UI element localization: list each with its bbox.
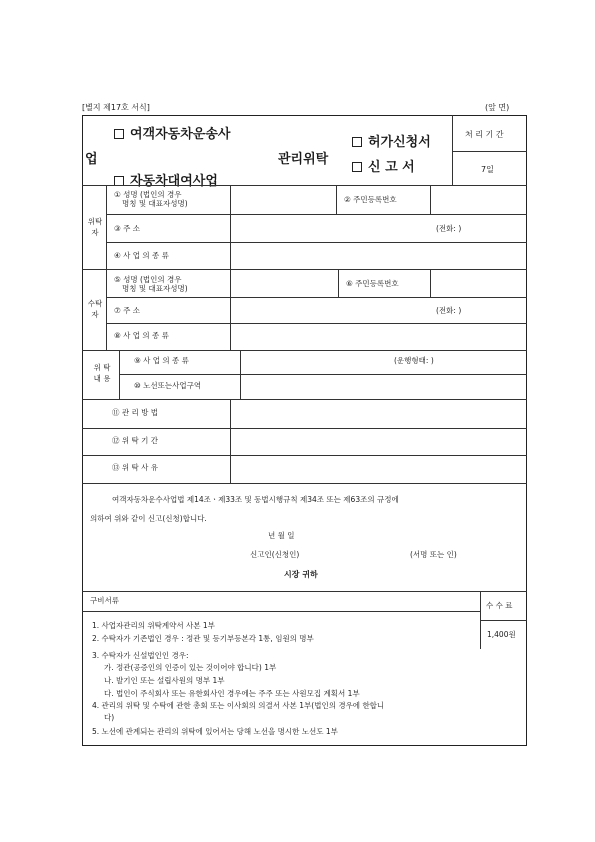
applicant-label: 신고인(신청인): [250, 550, 300, 559]
period-label: ⑫ 위 탁 기 간: [112, 436, 159, 445]
fee-value: 1,400원: [487, 630, 516, 639]
trustee-regno-field[interactable]: [432, 270, 525, 296]
document-subitem: 나. 발기인 또는 설립사원의 명부 1부: [104, 676, 225, 685]
document-item: 5. 노선에 관계되는 관리의 위탁에 있어서는 당해 노선을 명시한 노선도 1부: [92, 727, 338, 736]
truster-address-field[interactable]: [232, 215, 432, 241]
content-route-label: ⑩ 노선또는사업구역: [134, 381, 202, 390]
trustee-phone: (전화: ): [436, 306, 462, 315]
document-item: 1. 사업자관리의 위탁계약서 사본 1부: [92, 621, 215, 630]
page-side-label: (앞 면): [485, 103, 510, 112]
reason-field[interactable]: [232, 456, 524, 482]
content-business-label: ⑨ 사 업 의 종 류: [134, 356, 189, 365]
title-option-permit[interactable]: 허가신청서: [352, 131, 431, 150]
type-option-passenger[interactable]: 여객자동차운송사: [114, 123, 230, 142]
fee-label: 수 수 료: [486, 601, 513, 610]
trustee-group-label: 수탁 자: [87, 299, 103, 320]
title-option-report[interactable]: 신 고 서: [352, 156, 415, 175]
declaration-text-line2: 의하여 위와 같이 신고(신청)합니다.: [90, 514, 207, 523]
checkbox-icon[interactable]: [114, 129, 124, 139]
checkbox-icon[interactable]: [352, 137, 362, 147]
truster-regno-label: ② 주민등록번호: [344, 195, 397, 204]
period-field[interactable]: [232, 429, 524, 454]
truster-regno-field[interactable]: [432, 186, 525, 212]
truster-name-label: ① 성명 (법인의 경우 명칭 및 대표자성명): [114, 190, 188, 208]
truster-business-label: ④ 사 업 의 종 류: [114, 251, 169, 260]
content-route-field[interactable]: [242, 375, 524, 398]
trustee-business-field[interactable]: [232, 324, 524, 349]
trustee-name-field[interactable]: [232, 270, 334, 296]
processing-period-label: 처 리 기 간: [465, 130, 504, 139]
signature-label: (서명 또는 인): [410, 550, 457, 559]
trustee-address-label: ⑦ 주 소: [114, 306, 140, 315]
processing-period-value: 7일: [481, 165, 494, 174]
trustee-regno-label: ⑥ 주민등록번호: [346, 279, 399, 288]
title-middle: 관리위탁: [278, 152, 329, 167]
type-option-continuation: 업: [85, 152, 98, 167]
truster-business-field[interactable]: [232, 243, 524, 268]
document-subitem: 다. 법인이 주식회사 또는 유한회사인 경우에는 주주 또는 사원모집 계획서 1부: [104, 689, 360, 698]
type-option-rental[interactable]: 자동차대여사업: [114, 170, 218, 189]
method-field[interactable]: [232, 400, 524, 427]
content-group-label: 위 탁 내 용: [93, 363, 111, 384]
document-item: 2. 수탁자가 기존법인 경우 : 정관 및 등기부등본각 1통, 임원의 명부: [92, 634, 314, 643]
content-operation-form: (운행형태: ): [394, 356, 434, 365]
truster-name-field[interactable]: [232, 186, 334, 212]
addressee: 시장 귀하: [284, 570, 318, 579]
method-label: ⑪ 관 리 방 법: [112, 408, 159, 417]
trustee-business-label: ⑧ 사 업 의 종 류: [114, 331, 169, 340]
declaration-date: 년 월 일: [268, 531, 295, 540]
form-number: [별지 제17호 서식]: [82, 103, 150, 112]
trustee-address-field[interactable]: [232, 298, 432, 322]
truster-address-label: ③ 주 소: [114, 224, 140, 233]
documents-title: 구비서류: [90, 596, 119, 605]
truster-phone: (전화: ): [436, 224, 462, 233]
checkbox-icon[interactable]: [352, 162, 362, 172]
reason-label: ⑬ 위 탁 사 유: [112, 463, 159, 472]
truster-group-label: 위탁 자: [87, 217, 103, 238]
trustee-name-label: ⑤ 성명 (법인의 경우 명칭 및 대표자성명): [114, 275, 188, 293]
content-business-field[interactable]: [242, 351, 382, 373]
document-item: 4. 관리의 위탁 및 수탁에 관한 총회 또는 이사회의 의결서 사본 1부(법인의 경우에 한합니: [92, 701, 385, 710]
document-subitem: 가. 정관(공증인의 인증이 있는 것이어야 합니다) 1부: [104, 663, 277, 672]
document-item: 3. 수탁자가 신설법인인 경우:: [92, 651, 189, 660]
declaration-text-line1: 여객자동차운수사업법 제14조ㆍ제33조 및 동법시행규칙 제34조 또는 제63조의 규정에: [112, 495, 399, 504]
document-item-continued: 다): [104, 713, 115, 722]
